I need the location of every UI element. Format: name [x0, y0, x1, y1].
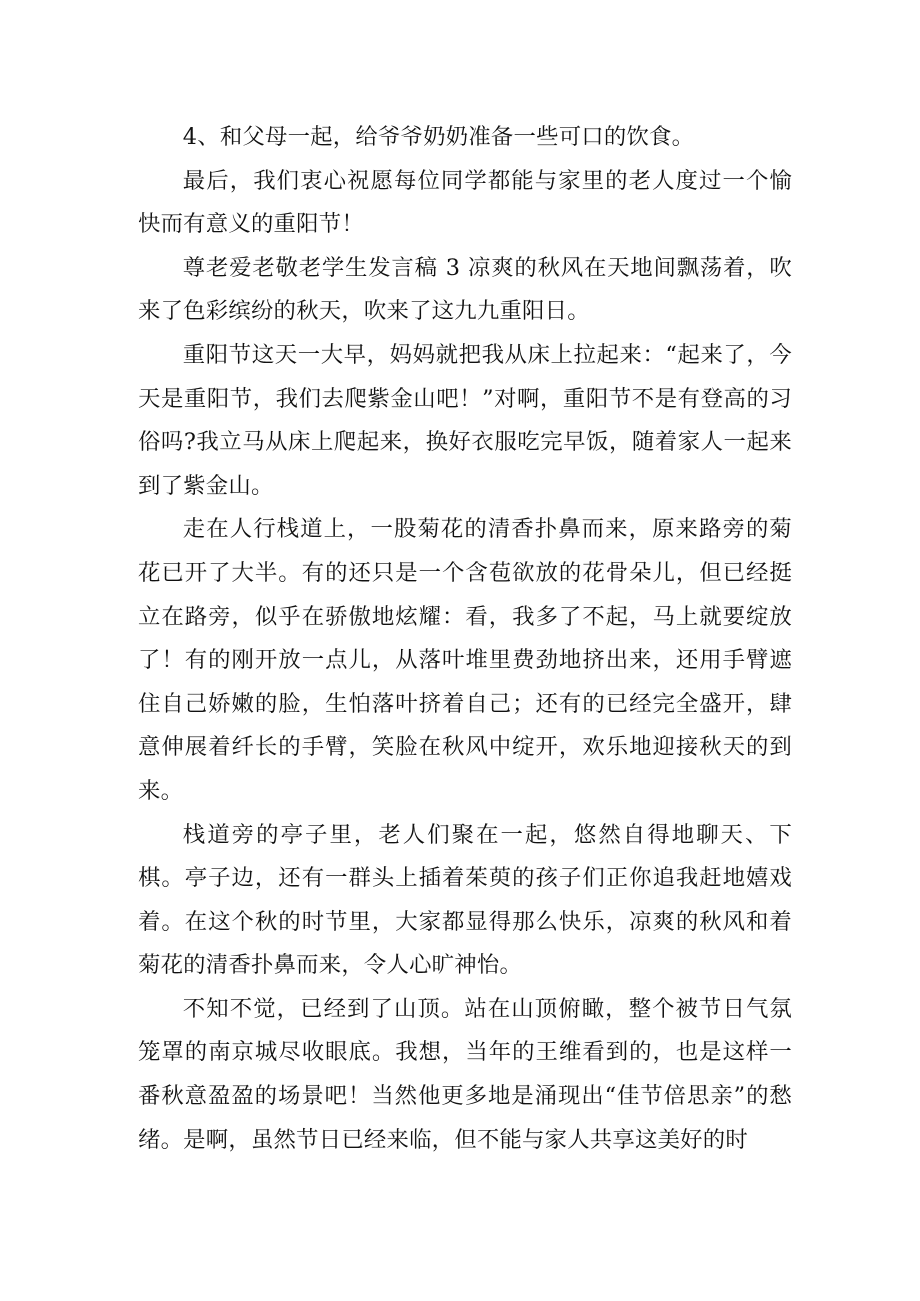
document-body [138, 116, 792, 1162]
paragraph-tip-4: 4、和父母一起，给爷爷奶奶准备一些可口的饮食。 [182, 124, 695, 150]
paragraph-closing-wish: 最后，我们衷心祝愿每位同学都能与家里的老人度过一个愉快而有意义的重阳节！ [138, 167, 792, 238]
paragraph-morning: 重阳节这天一大早，妈妈就把我从床上拉起来：“起来了，今天是重阳节，我们去爬紫金山吧！”对啊，重阳节不是有登高的习俗吗?我立马从床上爬起来，换好衣服吃完早饭，随着家人一起来到了紫金山。 [138, 341, 792, 499]
paragraph-pavilion: 栈道旁的亭子里，老人们聚在一起，悠然自得地聊天、下棋。亭子边，还有一群头上插着茱萸的孩子们正你追我赶地嬉戏着。在这个秋的时节里，大家都显得那么快乐，凉爽的秋风和着菊花的清香扑鼻而来，令人心旷神怡。 [138, 821, 792, 979]
paragraph-chrysanthemums: 走在人行栈道上，一股菊花的清香扑鼻而来，原来路旁的菊花已开了大半。有的还只是一个含苞欲放的花骨朵儿，但已经挺立在路旁，似乎在骄傲地炫耀：看，我多了不起，马上就要绽放了！有的刚开放一点儿，从落叶堆里费劲地挤出来，还用手臂遮住自己娇嫩的脸，生怕落叶挤着自己；还有的已经完全盛开，肆意伸展着纤长的手臂，笑脸在秋风中绽开，欢乐地迎接秋天的到来。 [138, 516, 792, 804]
paragraph-speech-3-intro: 尊老爱老敬老学生发言稿 3 凉爽的秋风在天地间飘荡着，吹来了色彩缤纷的秋天，吹来了这九九重阳日。 [138, 254, 792, 325]
paragraph-summit: 不知不觉，已经到了山顶。站在山顶俯瞰，整个被节日气氛笼罩的南京城尽收眼底。我想，当年的王维看到的，也是这样一番秋意盈盈的场景吧！当然他更多地是涌现出“佳节倍思亲”的愁绪。是啊，虽然节日已经来临，但不能与家人共享这美好的时 [138, 995, 792, 1153]
